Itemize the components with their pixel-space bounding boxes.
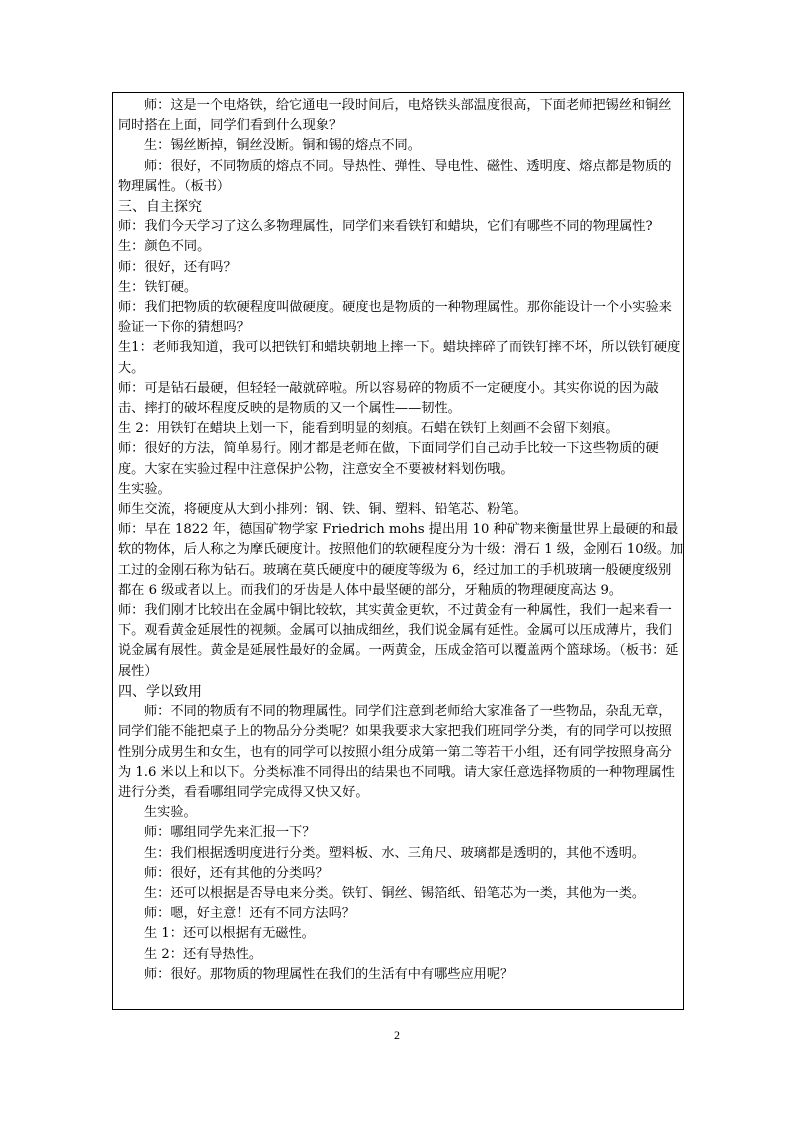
paragraph: 生1：老师我知道，我可以把铁钉和蜡块朝地上摔一下。蜡块摔碎了而铁钉摔不坏，所以铁钉硬度大。 (118, 340, 681, 376)
paragraph: 师：很好，还有吗？ (118, 259, 237, 275)
paragraph: 师：这是一个电烙铁，给它通电一段时间后，电烙铁头部温度很高，下面老师把锡丝和铜丝同时搭在上面，同学们看到什么现象？ (118, 98, 672, 134)
paragraph: 师：我们今天学习了这么多物理属性，同学们来看铁钉和蜡块，它们有哪些不同的物理属性? (118, 219, 653, 235)
paragraph: 生：锡丝断掉，铜丝没断。铜和锡的熔点不同。 (144, 138, 421, 154)
paragraph: 师：很好。那物质的物理属性在我们的生活有中有哪些应用呢？ (144, 966, 514, 982)
paragraph: 生：铁钉硬。 (118, 279, 198, 295)
paragraph: 生：还可以根据是否导电来分类。铁钉、铜丝、锡箔纸、铅笔芯为一类，其他为一类。 (144, 885, 646, 901)
paragraph: 生实验。 (144, 805, 197, 821)
paragraph: 师生交流，将硬度从大到小排列：钢、铁、铜、塑料、铅笔芯、粉笔。 (118, 502, 527, 518)
section-heading: 四、学以致用 (118, 683, 202, 700)
paragraph: 生 2：还有导热性。 (144, 946, 263, 962)
paragraph: 师：很好的方法，简单易行。刚才都是老师在做，下面同学们自己动手比较一下这些物质的硬度。大家在实验过程中注意保护公物，注意安全不要被材料划伤哦。 (118, 441, 659, 477)
paragraph: 师：不同的物质有不同的物理属性。同学们注意到老师给大家准备了一些物品，杂乱无章，同学们能不能把桌子上的物品分分类呢？如果我要求大家把我们班同学分类，有的同学可以按照性别分成男生和女生，也有的同学可以按照小组分成第一第二等若干小组，还有同学按照身高分为 1.6 米以上和以下。分类标准不同得出的结果也不同哦。请大家任意选择物质的一种物理属性进行分类，看看哪组同学完成得又快又好。 (118, 704, 675, 800)
paragraph: 师：很好，还有其他的分类吗？ (144, 865, 329, 881)
page-number: 2 (394, 1028, 400, 1042)
paragraph: 师：嗯，好主意！还有不同方法吗？ (144, 906, 355, 922)
paragraph: 师：我们把物质的软硬程度叫做硬度。硬度也是物质的一种物理属性。那你能设计一个小实验来验证一下你的猜想吗？ (118, 300, 672, 336)
lesson-content (118, 96, 684, 985)
paragraph: 师：可是钻石最硬，但轻轻一敲就碎啦。所以容易碎的物质不一定硬度小。其实你说的因为敲击、摔打的破坏程度反映的是物质的又一个属性——韧性。 (118, 380, 659, 417)
paragraph: 生 2：用铁钉在蜡块上划一下，能看到明显的刻痕。石蜡在铁钉上刻画不会留下刻痕。 (118, 421, 619, 437)
paragraph: 生实验。 (118, 481, 171, 497)
paragraph: 师：哪组同学先来汇报一下？ (144, 825, 316, 841)
paragraph: 师：很好，不同物质的熔点不同。导热性、弹性、导电性、磁性、透明度、熔点都是物质的物理属性。（板书） (118, 158, 672, 194)
paragraph: 师：我们刚才比较出在金属中铜比较软，其实黄金更软，不过黄金有一种属性，我们一起来看一下。观看黄金延展性的视频。金属可以抽成细丝，我们说金属有延性。金属可以压成薄片，我们说金属有展性。黄金是延展性最好的金属。一两黄金，压成金箔可以覆盖两个篮球场。（板书：延展性） (118, 603, 679, 679)
paragraph: 生：颜色不同。 (118, 239, 211, 255)
paragraph: 生：我们根据透明度进行分类。塑料板、水、三角尺、玻璃都是透明的，其他不透明。 (144, 845, 646, 861)
section-heading: 三、自主探究 (118, 199, 202, 216)
paragraph: 师：早在 1822 年，德国矿物学家 Friedrich mohs 提出用 10 种矿物来衡量世界上最硬的和最软的物体，后人称之为摩氏硬度计。按照他们的软硬程度分为十级：滑石 1 级，金刚石 10级。加工过的金刚石称为钻石。玻璃在莫氏硬度中的硬度等级为 6，经过加工的手机玻璃一般硬度级别都在 6 级或者以上。而我们的牙齿是人体中最坚硬的部分，牙釉质的物理硬度高达 9。 (118, 522, 684, 598)
paragraph: 生 1：还可以根据有无磁性。 (144, 926, 315, 942)
